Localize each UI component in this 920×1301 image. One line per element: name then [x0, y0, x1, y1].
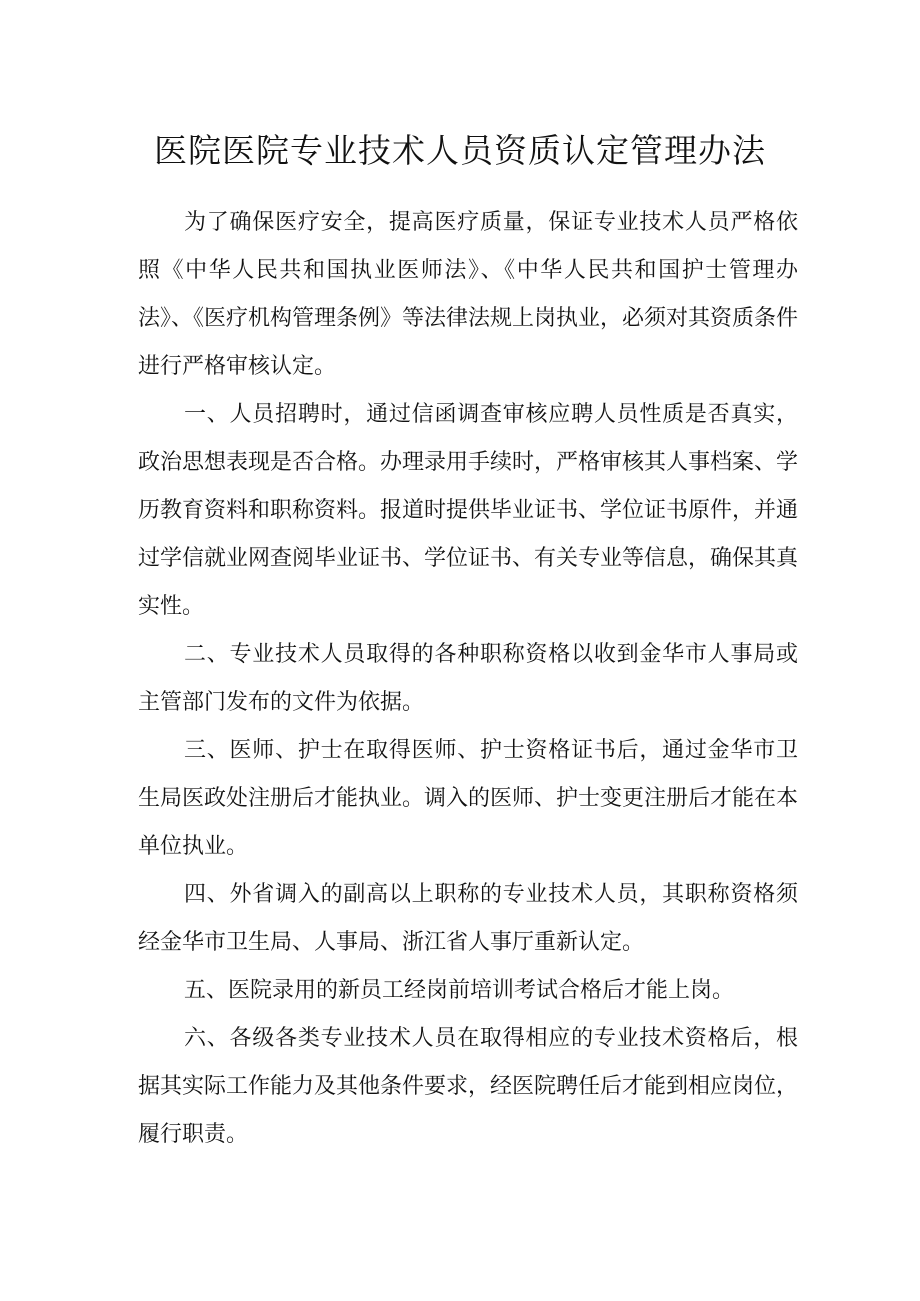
paragraph-item-6: 六、各级各类专业技术人员在取得相应的专业技术资格后，根据其实际工作能力及其他条件要求，经医院聘任后才能到相应岗位，履行职责。: [138, 1026, 799, 1147]
document-title: 医院医院专业技术人员资质认定管理办法: [154, 131, 766, 170]
document-body: [138, 199, 798, 1159]
paragraph-item-1: 一、人员招聘时，通过信函调查审核应聘人员性质是否真实，政治思想表现是否合格。办理录用手续时，严格审核其人事档案、学历教育资料和职称资料。报道时提供毕业证书、学位证书原件，并通过学信就业网查阅毕业证书、学位证书、有关专业等信息，确保其真实性。: [138, 402, 799, 619]
paragraph-item-4: 四、外省调入的副高以上职称的专业技术人员，其职称资格须经金华市卫生局、人事局、浙江省人事厅重新认定。: [138, 882, 798, 955]
paragraph-item-5: 五、医院录用的新员工经岗前培训考试合格后才能上岗。: [184, 978, 735, 1003]
paragraph-item-3: 三、医师、护士在取得医师、护士资格证书后，通过金华市卫生局医政处注册后才能执业。调入的医师、护士变更注册后才能在本单位执业。: [138, 738, 799, 859]
paragraph-item-2: 二、专业技术人员取得的各种职称资格以收到金华市人事局或主管部门发布的文件为依据。: [138, 642, 798, 715]
paragraph-intro: 为了确保医疗安全，提高医疗质量，保证专业技术人员严格依照《中华人民共和国执业医师法》、《中华人民共和国护士管理办法》、《医疗机构管理条例》等法律法规上岗执业，必须对其资质条件进行严格审核认定。: [138, 210, 799, 379]
